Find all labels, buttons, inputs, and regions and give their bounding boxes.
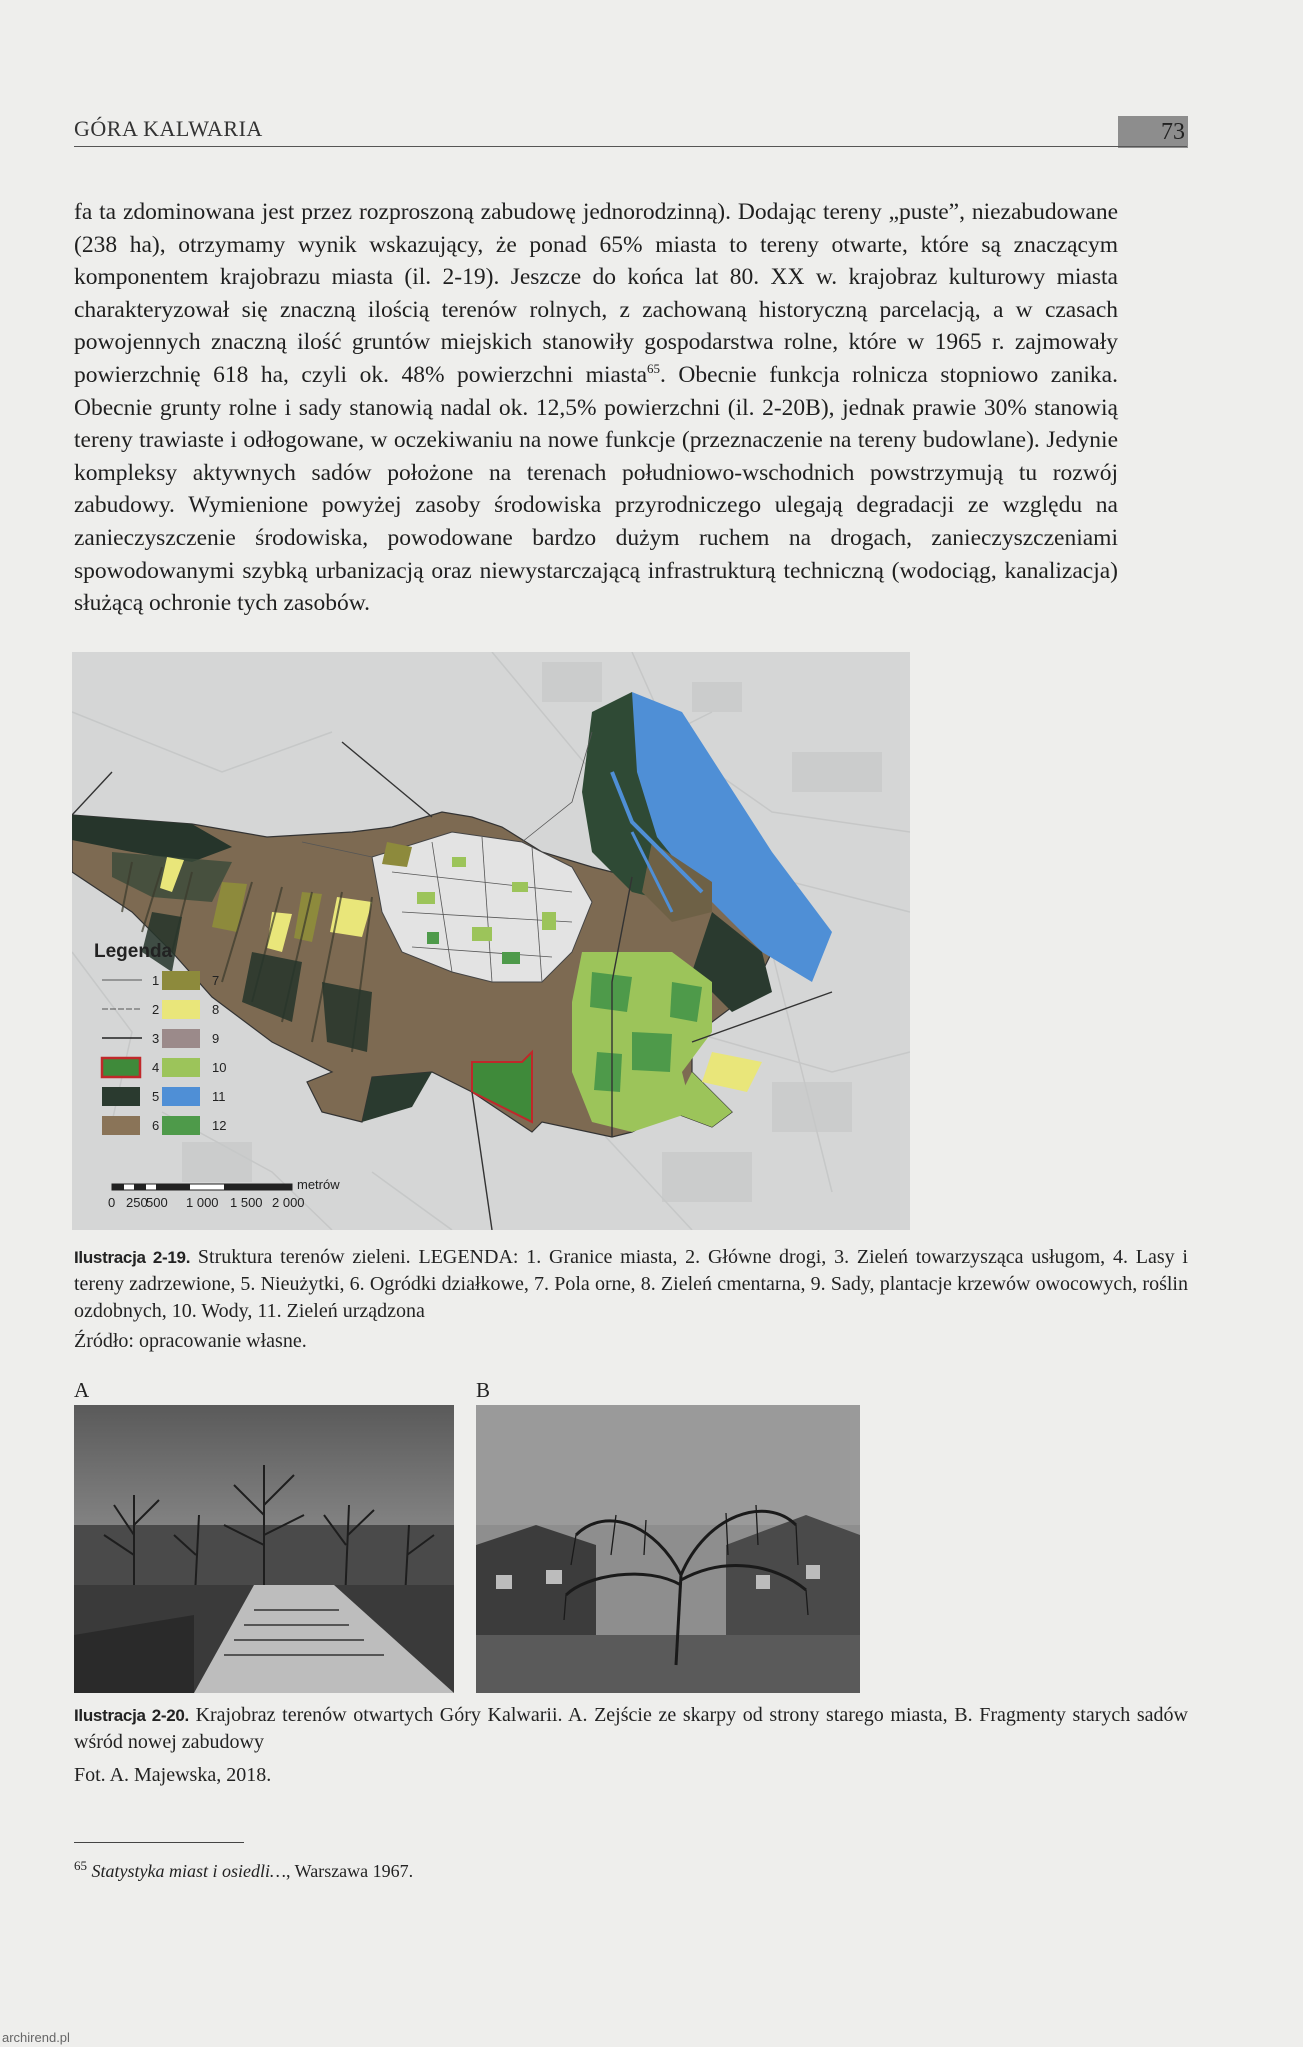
legend-item-12 — [162, 1116, 226, 1135]
scale-label: 1 000 — [186, 1195, 219, 1210]
legend-label-6: 6 — [152, 1118, 160, 1133]
legend-label-10: 10 — [212, 1060, 227, 1075]
scale-labels — [108, 1195, 305, 1210]
green-areas-map — [72, 652, 910, 1230]
legend-item-11 — [162, 1087, 226, 1106]
footnote-number: 65 — [74, 1858, 87, 1873]
figure-19-label: Ilustracja 2-19. — [74, 1248, 191, 1267]
footnote-reference[interactable]: 65 — [647, 361, 661, 377]
body-text-part1: fa ta zdominowana jest przez rozproszoną zabudowę jednorodzinną). Dodając tereny „puste”, niezabudowane (238 ha), otrzymamy wynik wskazujący, że ponad 65% miasta to tereny otwarte, które są znaczącym komponentem krajobrazu miasta (il. 2-19). Jeszcze do końca lat 80. XX w. krajobraz kulturowy miasta charakteryzował się znaczną ilością terenów rolnych, z zachowaną historyczną parcelacją, a w czasach powojennych znaczną ilość gruntów miejskich stanowiły gospodarstwa rolne, które w 1965 r. zajmowały powierzchnię 618 ha, czyli ok. 48% powierzchni miasta — [74, 199, 1118, 388]
figure-20-caption-text: Krajobraz terenów otwartych Góry Kalwarii. A. Zejście ze skarpy od strony starego miasta, B. Fragmenty starych sadów wśród nowej zabudowy — [74, 1704, 1188, 1753]
legend-label-8: 8 — [212, 1002, 220, 1017]
legend-label-12: 12 — [212, 1118, 227, 1133]
legend-label-9: 9 — [212, 1031, 220, 1046]
page-number: 73 — [1118, 116, 1188, 148]
legend-swatch-8 — [162, 1000, 200, 1019]
photo-a-image — [74, 1405, 454, 1693]
legend-swatch-6 — [102, 1116, 140, 1135]
scale-label: 500 — [146, 1195, 168, 1210]
figure-19-caption-text: Struktura terenów zieleni. LEGENDA: 1. Granice miasta, 2. Główne drogi, 3. Zieleń towarzysząca usługom, 4. Lasy i tereny zadrzewione, 5. Nieużytki, 6. Ogródki działkowe, 7. Pola orne, 8. Zieleń cmentarna, 9. Sady, plantacje krzewów owocowych, roślin ozdobnych, 10. Wody, 11. Zieleń urządzona — [74, 1246, 1188, 1322]
footnote — [74, 1858, 413, 1882]
map-legend — [94, 941, 173, 962]
legend-label-4: 4 — [152, 1060, 160, 1075]
body-paragraph — [74, 196, 1118, 620]
legend-label-1: 1 — [152, 973, 160, 988]
scale-label: 0 — [108, 1195, 116, 1210]
legend-item-10 — [162, 1058, 226, 1077]
photo-b-label: B — [476, 1378, 491, 1402]
legend-swatch-10 — [162, 1058, 200, 1077]
photo-a-label: A — [74, 1378, 90, 1402]
figure-19-source: Źródło: opracowanie własne. — [74, 1330, 307, 1352]
scale-label: 1 500 — [230, 1195, 263, 1210]
figure-20-caption — [74, 1702, 1188, 1756]
legend-label-2: 2 — [152, 1002, 160, 1017]
photo-b-image — [476, 1405, 860, 1693]
scale-unit: metrów — [297, 1177, 340, 1192]
legend-title: Legenda — [94, 941, 173, 962]
legend-swatch-5 — [102, 1087, 140, 1106]
footnote-rule — [74, 1842, 244, 1843]
legend-label-11: 11 — [212, 1089, 226, 1104]
map-svg — [72, 652, 910, 1230]
figure-20-label: Ilustracja 2-20. — [74, 1706, 189, 1725]
scale-label: 2 000 — [272, 1195, 305, 1210]
figure-20-source: Fot. A. Majewska, 2018. — [74, 1764, 272, 1786]
legend-swatch-4 — [102, 1058, 140, 1077]
legend-label-7: 7 — [212, 973, 220, 988]
legend-label-5: 5 — [152, 1089, 160, 1104]
photo-b — [476, 1405, 860, 1693]
footnote-title: Statystyka miast i osiedli… — [91, 1861, 286, 1881]
legend-swatch-7 — [162, 971, 200, 990]
legend-label-3: 3 — [152, 1031, 160, 1046]
header-rule — [74, 146, 1187, 147]
running-title: GÓRA KALWARIA — [74, 116, 263, 141]
photo-a — [74, 1405, 454, 1693]
scale-label: 250 — [126, 1195, 148, 1210]
legend-swatch-9 — [162, 1029, 200, 1048]
watermark: archirend.pl — [2, 2030, 70, 2045]
legend-swatch-12 — [162, 1116, 200, 1135]
legend-swatch-11 — [162, 1087, 200, 1106]
footnote-rest: , Warszawa 1967. — [285, 1861, 414, 1881]
body-text-part2: . Obecnie funkcja rolnicza stopniowo zanika. Obecnie grunty rolne i sady stanowią nadal ok. 12,5% powierzchni (il. 2-20B), jednak prawie 30% stanowią tereny trawiaste i odłogowane, w oczekiwaniu na nowe funkcje (przeznaczenie na tereny budowlane). Jedynie kompleksy aktywnych sadów położone na terenach południowo-wschodnich powstrzymują tu rozwój zabudowy. Wymienione powyżej zasoby środowiska przyrodniczego ulegają degradacji ze względu na zanieczyszczenie środowiska, powodowane bardzo dużym ruchem na drogach, zanieczyszczeniami spowodowanymi szybką urbanizacją oraz niewystarczającą infrastrukturą techniczną (wodociąg, kanalizacja) służącą ochronie tych zasobów. — [74, 361, 1118, 617]
figure-19-caption — [74, 1244, 1188, 1325]
